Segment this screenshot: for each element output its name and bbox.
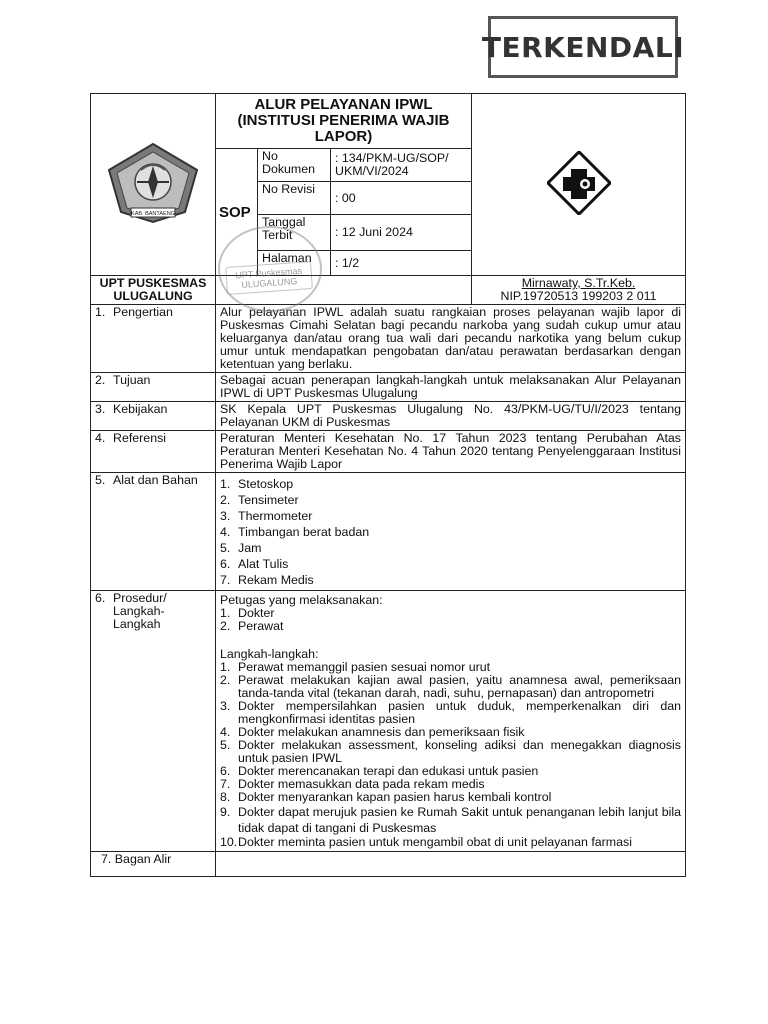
section-label: Referensi [113, 431, 167, 445]
section-bagan-content [216, 852, 686, 877]
sop-label: SOP [216, 149, 258, 276]
list-item: 2. Tensimeter [220, 493, 299, 507]
list-item: 3. Thermometer [220, 509, 313, 523]
section-number: 4. [95, 431, 106, 445]
list-item: 10. Dokter meminta pasien untuk mengambil obat di unit pelayanan farmasi [220, 835, 632, 849]
list-item: 9. Dokter dapat merujuk pasien ke Rumah Sakit untuk penanganan lebih lanjut bila tidak dapat di tangani di Puskesmas [220, 805, 681, 835]
section-pengertian-text: Alur pelayanan IPWL adalah suatu rangkaian proses pelayanan wajib lapor di Puskesmas Cimahi Selatan bagi pecandu narkoba yang sudah cukup umur atau keluarganya dan/atau orang tua wali dari pecandu narkotika yang belum cukup umur untuk mendapatkan pengobatan dan/atau perawatan berdasarkan dengan ketentuan yang berlaku. [216, 305, 686, 373]
list-item: 7. Dokter memasukkan data pada rekam medis [220, 777, 485, 791]
list-item: 3. Dokter mempersilahkan pasien untuk duduk, memperkenalkan diri dan mengkonfirmasi identitas pasien [220, 699, 681, 726]
document-title: ALUR PELAYANAN IPWL (INSTITUSI PENERIMA WAJIB LAPOR) [216, 94, 472, 149]
regency-logo-cell [91, 94, 216, 276]
health-cross-logo-icon [547, 151, 611, 215]
section-alat-label-cell [91, 473, 216, 591]
section-referensi-label-cell [91, 431, 216, 473]
section-number: 3. [95, 402, 106, 416]
list-item: 6. Alat Tulis [220, 557, 289, 571]
section-kebijakan-text: SK Kepala UPT Puskesmas Ulugalung No. 43/PKM-UG/TU/I/2023 tentang Pelayanan UKM di Puskesmas [216, 402, 686, 431]
section-pengertian-label-cell [91, 305, 216, 373]
regency-logo-icon [103, 140, 203, 226]
section-label: Alat dan Bahan [113, 473, 198, 487]
meta-label-tanggal-terbit: Tanggal Terbit [258, 215, 331, 251]
seal-text: UPT Puskesmas ULUGALUNG [225, 261, 313, 295]
list-item: 1. Stetoskop [220, 477, 294, 491]
list-item: 8. Dokter menyarankan kapan pasien harus kembali kontrol [220, 790, 552, 804]
section-number: 2. [95, 373, 106, 387]
list-item: 1. Perawat memanggil pasien sesuai nomor urut [220, 660, 491, 674]
section-number: 6. [95, 591, 106, 605]
section-label: Tujuan [113, 373, 151, 387]
list-item: 6. Dokter merencanakan terapi dan edukasi untuk pasien [220, 764, 539, 778]
section-label: Bagan Alir [114, 852, 172, 866]
meta-label-no-dokumen: No Dokumen [258, 149, 331, 182]
meta-value-halaman: : 1/2 [331, 251, 472, 276]
section-kebijakan-label-cell [91, 402, 216, 431]
list-item: 1. Dokter [220, 606, 275, 620]
section-bagan-label-cell [91, 852, 216, 877]
health-logo-cell [472, 94, 686, 276]
meta-label-no-revisi: No Revisi [258, 182, 331, 215]
section-tujuan-text: Sebagai acuan penerapan langkah-langkah untuk melaksanakan Alur Pelayanan IPWL di UPT Puskesmas Ulugalung [216, 373, 686, 402]
logo-banner-text: KAB. BANTAENG [131, 211, 175, 217]
meta-value-no-dokumen: : 134/PKM-UG/SOP/ UKM/VI/2024 [331, 149, 472, 182]
signer-name: Mirnawaty, S.Tr.Keb. [521, 276, 636, 290]
section-alat-list [216, 473, 686, 591]
terkendali-stamp [481, 16, 685, 78]
organization-name: UPT PUSKESMAS ULUGALUNG [91, 276, 216, 305]
stamp-text: TERKENDALI [481, 30, 685, 64]
petugas-heading: Petugas yang melaksanakan: [220, 593, 383, 607]
signer-nip: NIP.19720513 199203 2 011 [500, 289, 657, 303]
section-prosedur-label-cell [91, 591, 216, 852]
section-label: Pengertian [113, 305, 173, 319]
section-label: Prosedur/ Langkah- Langkah [113, 591, 167, 631]
meta-value-tanggal-terbit: : 12 Juni 2024 [331, 215, 472, 251]
section-number: 5. [95, 473, 106, 487]
section-referensi-text: Peraturan Menteri Kesehatan No. 17 Tahun 2023 tentang Perubahan Atas Peraturan Menteri Kesehatan No. 4 Tahun 2020 tentang Penyelenggaraan Institusi Penerima Wajib Lapor [216, 431, 686, 473]
meta-label-halaman: Halaman [258, 251, 331, 276]
list-item: 5. Dokter melakukan assessment, konseling adiksi dan menegakkan diagnosis untuk pasien IPWL [220, 738, 681, 765]
list-item: 7. Rekam Medis [220, 573, 314, 587]
list-item: 4. Dokter melakukan anamnesis dan pemeriksaan fisik [220, 725, 525, 739]
langkah-heading: Langkah-langkah: [220, 647, 319, 661]
list-item: 5. Jam [220, 541, 262, 555]
list-item: 2. Perawat melakukan kajian awal pasien, yaitu anamnesa awal, pemeriksaan tanda-tanda vital (tekanan darah, nadi, suhu, pernapasan) dan antropometri [220, 673, 681, 700]
meta-value-no-revisi: : 00 [331, 182, 472, 215]
section-number: 7. [101, 852, 112, 866]
signer-block [472, 276, 686, 305]
list-item: 4. Timbangan berat badan [220, 525, 370, 539]
section-label: Kebijakan [113, 402, 168, 416]
sop-table [90, 93, 686, 877]
seal-area [216, 276, 472, 305]
section-number: 1. [95, 305, 106, 319]
list-item: 2. Perawat [220, 619, 284, 633]
section-tujuan-label-cell [91, 373, 216, 402]
section-prosedur-content [216, 591, 686, 852]
